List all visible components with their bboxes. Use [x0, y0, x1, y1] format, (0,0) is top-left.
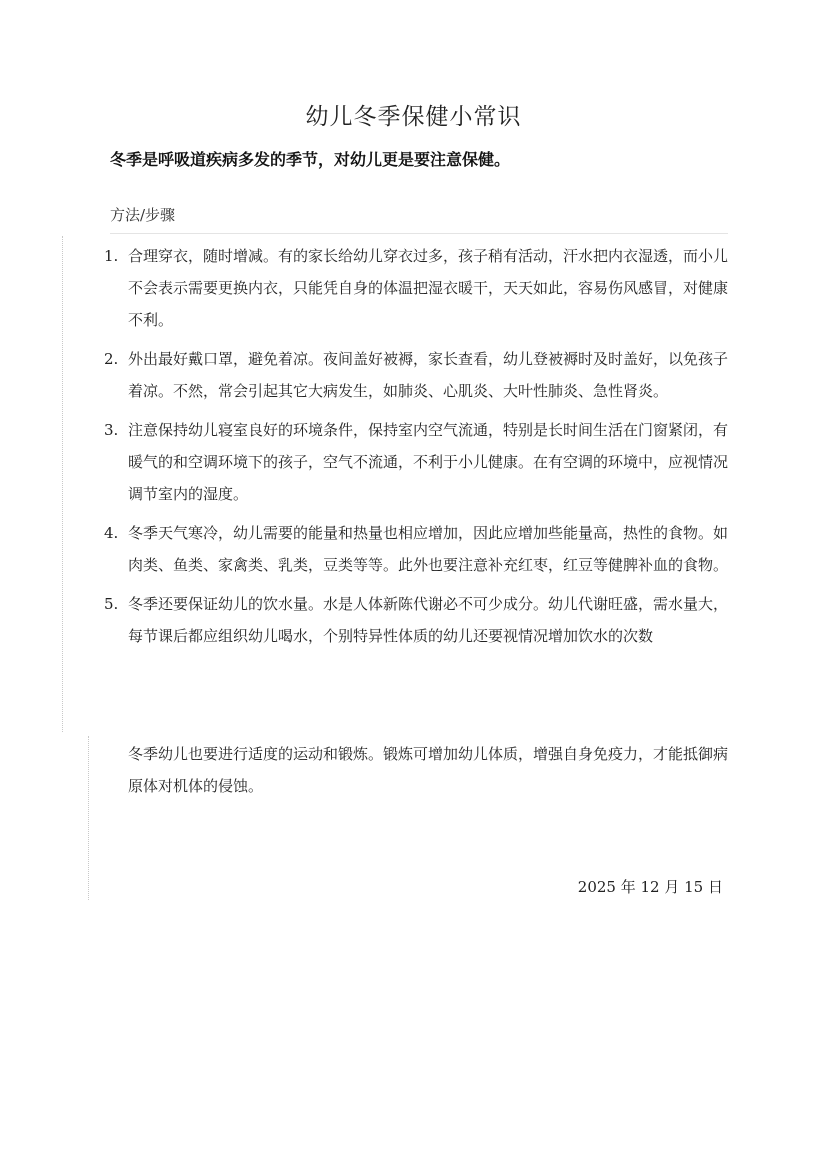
step-number: 3.	[104, 421, 119, 439]
step-item	[98, 343, 738, 407]
step-text: 合理穿衣，随时增减。有的家长给幼儿穿衣过多，孩子稍有活动，汗水把内衣湿透，而小儿不会表示需要更换内衣，只能凭自身的体温把湿衣暖干，天天如此，容易伤风感冒，对健康不利。	[128, 247, 729, 329]
dotted-margin-line	[62, 236, 63, 732]
step-text: 注意保持幼儿寝室良好的环境条件，保持室内空气流通，特别是长时间生活在门窗紧闭，有暖气的和空调环境下的孩子，空气不流通，不利于小儿健康。在有空调的环境中，应视情况调节室内的湿度。	[128, 421, 729, 503]
document-date: 2025 年 12 月 15 日	[577, 878, 723, 896]
step-item	[98, 517, 738, 581]
step-item	[98, 240, 738, 336]
step-number: 2.	[104, 350, 119, 368]
step-item	[98, 588, 738, 652]
step-text: 外出最好戴口罩，避免着凉。夜间盖好被褥，家长查看，幼儿登被褥时及时盖好，以免孩子着凉。不然，常会引起其它大病发生，如肺炎、心肌炎、大叶性肺炎、急性肾炎。	[128, 350, 729, 400]
dotted-margin-line	[88, 736, 89, 900]
document-title: 幼儿冬季保健小常识	[305, 104, 522, 130]
step-item	[98, 414, 738, 510]
step-number: 1.	[104, 247, 119, 265]
step-number: 4.	[104, 524, 119, 542]
step-text: 冬季天气寒冷，幼儿需要的能量和热量也相应增加，因此应增加些能量高，热性的食物。如肉类、鱼类、家禽类、乳类，豆类等等。此外也要注意补充红枣，红豆等健脾补血的食物。	[128, 524, 729, 574]
intro-paragraph: 冬季是呼吸道疾病多发的季节，对幼儿更是要注意保健。	[110, 150, 511, 169]
section-heading: 方法/步骤	[110, 203, 728, 234]
steps-list	[98, 240, 738, 659]
step-number: 5.	[104, 595, 119, 613]
step-text: 冬季还要保证幼儿的饮水量。水是人体新陈代谢必不可少成分。幼儿代谢旺盛，需水量大，每节课后都应组织幼儿喝水，个别特异性体质的幼儿还要视情况增加饮水的次数	[128, 595, 729, 645]
extra-paragraph: 冬季幼儿也要进行适度的运动和锻炼。锻炼可增加幼儿体质，增强自身免疫力，才能抵御病原体对机体的侵蚀。	[128, 745, 729, 795]
